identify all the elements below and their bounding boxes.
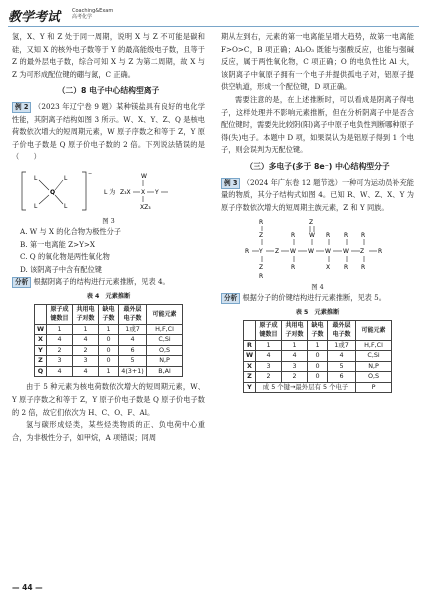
left-para-after-2: 氢与碳形成烃类，某些烃类物质的正、负电荷中心重合，为非极性分子，如甲烷，A 项错误；同周	[12, 420, 205, 442]
svg-text:Z: Z	[259, 232, 264, 240]
table-cell: 4	[47, 335, 73, 346]
figure-3	[12, 168, 205, 214]
section-title-2: （二）8 电子中心结构型离子	[57, 86, 160, 96]
example-2-tag: 例 2	[12, 102, 31, 113]
svg-text:X: X	[326, 264, 331, 272]
table-cell: 4	[73, 366, 99, 377]
table-cell: 2	[47, 345, 73, 356]
svg-text:X: X	[141, 188, 146, 196]
table-cell: 1或7	[119, 324, 147, 335]
table-cell: H,F,Cl	[356, 340, 392, 351]
table-cell: C,Si	[147, 335, 183, 346]
table-row	[34, 356, 182, 367]
table-row	[34, 345, 182, 356]
th	[243, 320, 255, 340]
th: 缺电子数	[99, 304, 119, 324]
table-cell: Z	[34, 356, 46, 367]
table-cell: R	[243, 340, 255, 351]
table-cell: Z	[243, 372, 255, 383]
example-3-text: （2024 年广东卷 12 题节选）一种可为运动员补充能量的物质，其分子结构式如图 4。已知 R、W、Z、X、Y 为原子序数依次增大的短周期主族元素，Z 和 Y 同族。	[221, 177, 414, 212]
table-cell: Y	[34, 345, 46, 356]
table-cell: 4(3+1)	[119, 366, 147, 377]
svg-text:W: W	[308, 248, 314, 256]
journal-brand: 教学考试	[8, 10, 61, 25]
table-cell: 0	[99, 345, 119, 356]
svg-text:L: L	[34, 174, 38, 182]
svg-text:Z: Z	[360, 248, 365, 256]
right-column	[221, 31, 414, 393]
table-cell: 6	[328, 372, 356, 383]
analysis-2-tag: 分析	[12, 277, 31, 288]
analysis-3-tag: 分析	[221, 293, 240, 304]
svg-text:Z₃X: Z₃X	[120, 188, 131, 196]
svg-text:L 为: L 为	[104, 188, 116, 196]
brand-sub-en: Coaching&Exam	[72, 8, 114, 14]
table-cell: 1	[99, 324, 119, 335]
table-row	[34, 324, 182, 335]
journal-brand-sub	[72, 8, 113, 20]
table-5	[243, 320, 392, 394]
th	[34, 304, 46, 324]
th: 缺电子数	[308, 320, 328, 340]
analysis-2	[12, 276, 205, 289]
table-cell: W	[243, 351, 255, 362]
table-cell: N,P	[356, 361, 392, 372]
table-cell: O,S	[147, 345, 183, 356]
table-cell: 2	[73, 345, 99, 356]
figure-3-structure	[12, 168, 205, 214]
table-cell: 4	[328, 351, 356, 362]
analysis-3-text: 根据分子的价键结构进行元素推断，见表 5。	[242, 293, 386, 303]
svg-text:R: R	[378, 248, 383, 256]
table-cell: Y	[243, 382, 255, 393]
table-cell: W	[34, 324, 46, 335]
table-cell: C,Si	[356, 351, 392, 362]
svg-text:W: W	[141, 172, 147, 180]
th: 最外层电子数	[119, 304, 147, 324]
svg-text:R: R	[291, 264, 296, 272]
analysis-3	[221, 292, 414, 305]
option-a: A. W 与 X 的化合物为极性分子	[20, 226, 121, 236]
table-row	[243, 340, 391, 351]
table-cell: 0	[99, 356, 119, 367]
table-cell: 0	[99, 335, 119, 346]
th: 原子成键数目	[256, 320, 282, 340]
table-cell: 3	[282, 361, 308, 372]
svg-text:R: R	[291, 232, 296, 240]
section-title-3: （三）多电子(多于 8e⁻) 中心结构型分子	[245, 161, 390, 171]
figure-4-caption: 图 4	[311, 283, 324, 292]
option-c: C. Q 的氧化物是两性氧化物	[20, 252, 110, 262]
table-cell: O,S	[356, 372, 392, 383]
svg-text:L: L	[34, 202, 38, 210]
table-cell: 1	[308, 340, 328, 351]
table-row	[243, 361, 391, 372]
table-cell: Q	[34, 366, 46, 377]
table-row	[243, 382, 391, 393]
svg-text:R: R	[259, 219, 264, 227]
table-4-caption: 表 4 元素推断	[86, 292, 131, 300]
table-cell: X	[243, 361, 255, 372]
svg-text:Z: Z	[275, 248, 280, 256]
th: 可能元素	[356, 320, 392, 340]
table-cell: 0	[308, 372, 328, 383]
left-para-after: 由于 5 种元素为核电荷数依次增大的短周期元素，W、Y 原子序数之和等于 Z，Y 原子价电子数是 Q 原子价电子数的 2 倍，故它们依次为 H、C、O、F、Al。	[12, 382, 205, 417]
left-column	[12, 31, 205, 444]
th: 可能元素	[147, 304, 183, 324]
table-row	[34, 366, 182, 377]
svg-text:W: W	[343, 248, 349, 256]
svg-text:Y: Y	[155, 188, 159, 196]
svg-text:R: R	[361, 232, 366, 240]
table-5-header	[243, 320, 391, 340]
th: 共用电子对数	[282, 320, 308, 340]
svg-text:W: W	[325, 248, 331, 256]
analysis-2-text: 根据阴离子的结构进行元素推断，见表 4。	[33, 277, 170, 287]
left-para-intro: 氢，X、Y 和 Z 处于同一周期，说明 X 与 Z 不可能是碳和硅，又知 X 的核外电子数等于 Y 的最高能级电子数，且等于 Z 的最外层电子数，综合可知 X 与 Z 为第二周期，故 X 与 Z 为可形成配位键的硼与氮，C 正确。	[12, 32, 205, 79]
table-cell: 4	[47, 366, 73, 377]
figure-4-structure	[221, 218, 414, 280]
table-cell: 成 5 个键→最外层有 5 个电子	[256, 382, 356, 393]
svg-text:Z: Z	[259, 264, 264, 272]
table-cell: 0	[308, 351, 328, 362]
table-row	[243, 351, 391, 362]
table-cell: N,P	[147, 356, 183, 367]
table-4-header	[34, 304, 182, 324]
svg-text:R: R	[344, 264, 349, 272]
table-cell: 1	[99, 366, 119, 377]
table-cell: 1	[73, 324, 99, 335]
table-cell: 6	[119, 345, 147, 356]
table-cell: 1或7	[328, 340, 356, 351]
header-rule	[8, 26, 419, 27]
table-cell: 5	[119, 356, 147, 367]
svg-text:Q: Q	[50, 188, 56, 196]
option-b: B. 第一电离能 Z>Y>X	[20, 239, 95, 249]
svg-text:W: W	[309, 232, 315, 240]
table-cell: 1	[256, 340, 282, 351]
table-cell: H,F,Cl	[147, 324, 183, 335]
table-cell: 4	[119, 335, 147, 346]
svg-text:−: −	[88, 170, 93, 177]
svg-text:XZ₃: XZ₃	[140, 203, 151, 211]
table-cell: 5	[328, 361, 356, 372]
figure-4	[221, 218, 414, 280]
svg-text:L: L	[64, 202, 68, 210]
table-5-caption: 表 5 元素推断	[295, 308, 340, 316]
table-cell: P	[356, 382, 392, 393]
example-3-tag: 例 3	[221, 178, 240, 189]
th: 原子成键数目	[47, 304, 73, 324]
table-cell: 1	[282, 340, 308, 351]
example-3	[221, 177, 414, 215]
table-cell: 4	[256, 351, 282, 362]
table-4	[34, 304, 183, 378]
table-cell: 3	[256, 361, 282, 372]
figure-3-caption: 图 3	[102, 216, 115, 225]
table-cell: 3	[47, 356, 73, 367]
table-cell: 4	[73, 335, 99, 346]
right-para-2: 需要注意的是，在上述推断时，可以看成是阴离子得电子，这样处理并不影响元素推断，但在分析阴离子中是否含配位键时，需要先比较阴(阳)离子中原子电负性判断哪种原子得(失)电子。本题中 D 项，如果误认为是铝原子得到 1 个电子，则会误判为无配位键。	[221, 94, 414, 155]
table-row	[34, 335, 182, 346]
page-header	[0, 0, 427, 30]
table-row	[243, 372, 391, 383]
example-2-text: （2023 年辽宁卷 9 题）某种镁盐具有良好的电化学性能，其阴离子结构如图 3 所示。W、X、Y、Z、Q 是核电荷数依次增大的短周期元素，W 原子序数之和等于 Z，Y 原子价电子数是 Q 原子价电子数的 2 倍。下列说法错误的是（ ）	[12, 101, 205, 162]
svg-text:W: W	[290, 248, 296, 256]
table-cell: 3	[73, 356, 99, 367]
example-2	[12, 101, 205, 164]
option-d: D. 该阴离子中含有配位键	[20, 264, 102, 274]
table-cell: 2	[256, 372, 282, 383]
svg-text:R: R	[245, 248, 250, 256]
th: 最外层电子数	[328, 320, 356, 340]
th: 共用电子对数	[73, 304, 99, 324]
table-cell: X	[34, 335, 46, 346]
svg-text:Z: Z	[309, 219, 314, 227]
table-cell: B,Al	[147, 366, 183, 377]
svg-text:L: L	[64, 174, 68, 182]
table-cell: 2	[282, 372, 308, 383]
svg-text:R: R	[259, 273, 264, 281]
brand-sub-cn: 高考化学	[72, 14, 93, 20]
svg-text:Y: Y	[259, 248, 263, 256]
table-cell: 4	[282, 351, 308, 362]
page-number: — 44 —	[12, 583, 43, 592]
right-para-1: 期从左到右，元素的第一电离能呈增大趋势，故第一电离能 F>O>C，B 项正确；Al₂O₃ 既能与强酸反应，也能与强碱反应，属于两性氧化物，C 项正确；O 的电负性比 Al 大，该阴离子中氧原子拥有一个电子并提供孤电子对，铝原子提供空轨道，形成一个配位键，D 项正确。	[221, 32, 414, 92]
svg-text:R: R	[344, 232, 349, 240]
svg-text:R: R	[361, 264, 366, 272]
svg-text:R: R	[326, 232, 331, 240]
table-cell: 0	[308, 361, 328, 372]
table-cell: 1	[47, 324, 73, 335]
